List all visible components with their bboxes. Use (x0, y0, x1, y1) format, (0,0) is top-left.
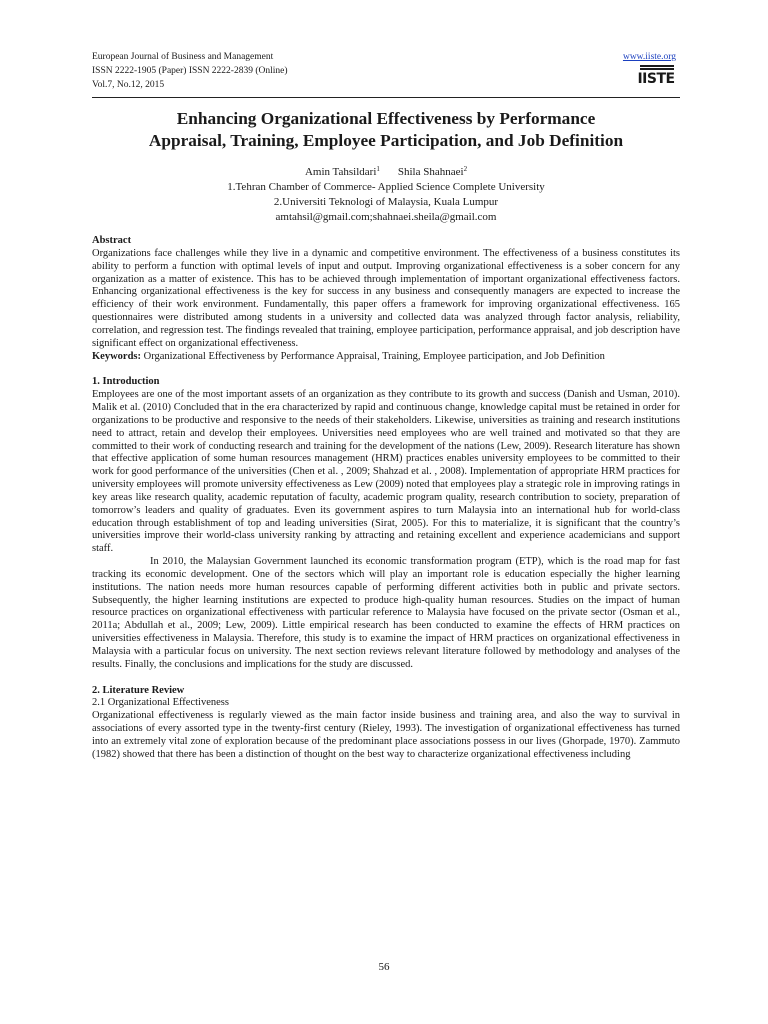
journal-website-link[interactable]: www.iiste.org (622, 52, 676, 62)
journal-issn: ISSN 2222-1905 (Paper) ISSN 2222-2839 (Online) (92, 66, 288, 76)
paper-title (92, 108, 680, 152)
author-names (92, 162, 680, 180)
introduction-paragraph-1: Employees are one of the most important assets of an organization as they contribute to its growth and success (Danish and Usman, 2010). Malik et al. (2010) Concluded that in the era characterized by rapid and continuous change, knowledge capital must be retained in order for organizations to be productive and responsive to the needs of their stakeholders. Likewise, universities as training and research institutions need to attract, retain and develop their employees. Universities need employees who are well trained and motivated so that they are committed to their work of conducting research and training for the development of the nations (Lew, 2009). Research literature has shown that effective application of some human resources management (HRM) practices enables university employees to be committed to their work for good performance of the universities (Chen et al. , 2009; Shahzad et al. , 2008). Implementation of appropriate HRM practices for university employees will promote university effectiveness as Lew (2009) noted that employees play a strategic role in improving ratings in key areas like research quality, academic reputation of faculty, academic program quality, research contribution to society, preparation of tomorrow’s leaders and quality of graduates. Even its government aspires to turn Malaysia into an international hub for world-class education through establishment of top and leading universities (Sirat, 2005). For this to materialize, it is significant that the country’s universities improve their world-class university ranking by attracting and retaining excellent and experience academicians and support staff. (92, 389, 680, 555)
keywords-label: Keywords: (92, 350, 141, 362)
affiliation-1: 1.Tehran Chamber of Commerce- Applied Science Complete University (227, 181, 545, 193)
title-line-1: Enhancing Organizational Effectiveness by Performance (176, 109, 596, 128)
journal-name: European Journal of Business and Management (92, 52, 274, 62)
header-divider (92, 97, 680, 98)
author-block (92, 162, 680, 225)
journal-volume: Vol.7, No.12, 2015 (92, 80, 165, 90)
literature-review-paragraph-1: Organizational effectiveness is regularly viewed as the main factor inside business and training area, and also the way to survival in associations of every assorted type in the twenty-first century (Rieley, 1993). The investigation of organizational effectiveness has turned into an extremely vital zone of exploration because of the predominant place associations possess in our lives (Ghorpade, 1970). Zammuto (1982) showed that there has been a distinction of thought on the best way to characterize organizational effectiveness including (92, 710, 680, 760)
abstract-heading: Abstract (92, 235, 132, 246)
literature-review-heading: 2. Literature Review (92, 684, 185, 696)
author-2-superscript: 2 (463, 165, 468, 173)
title-line-2: Appraisal, Training, Employee Participation, and Job Definition (148, 131, 624, 150)
keywords (92, 351, 680, 364)
iiste-logo (634, 65, 678, 89)
abstract-text: Organizations face challenges while they live in a dynamic and competitive environment. The effectiveness of a business constitutes its ability to perform a function with optimal levels of input and output. Improving organizational effectiveness is a sober concern for any organization as a matter of existence. This has to be achieved through implementation of important organizational effectiveness factors. Enhancing organizational effectiveness is the key for success in any business and consequently managers are expected to increase the efficiency of their work environment. Fundamentally, this paper offers a framework for improving organizational effectiveness. 165 questionnaires were distributed among students in a university and collected data was analyzed through factor analysis, reliability, correlation, and regression test. The findings revealed that training, employee participation, performance appraisal, and job description have significant effect on organizational effectiveness. (92, 247, 680, 349)
paper-body (92, 235, 680, 762)
journal-info (92, 50, 288, 92)
introduction-heading: 1. Introduction (92, 376, 160, 388)
author-emails: amtahsil@gmail.com;shahnaei.sheila@gmail.com (275, 211, 497, 223)
introduction-paragraph-2: In 2010, the Malaysian Government launched its economic transformation program (ETP), which is the road map for fast tracking its economic development. One of the sectors which will play an important role is education especially the higher learning institutions. The nation needs more human resources capable of performing different activities both in public and private sectors. Subsequently, the higher learning institutions are expected to produce high-quality human resources. Studies on the impact of human resource practices on organizational effectiveness with particular reference to Malaysia have focused on the private sector (Osman et al., 2011a; Abdullah et al., 2009; Lew, 2009). Little empirical research has been conducted to examine the effects of HRM practices on universities effectiveness in Malaysia. Therefore, this study is to examine the impact of HRM practices on organizational effectiveness in Malaysia with a particular focus on university. The next section reviews relevant literature followed by methodology and analyses of the results. Finally, the conclusions and implications for the study are discussed. (92, 556, 680, 670)
page-number: 56 (378, 961, 390, 973)
author-2: Shila Shahnaei (397, 166, 464, 178)
author-1: Amin Tahsildari (304, 166, 377, 178)
logo-text: IISTE (637, 71, 675, 87)
author-1-superscript: 1 (376, 165, 380, 173)
journal-header (92, 50, 680, 98)
keywords-text: Organizational Effectiveness by Performance Appraisal, Training, Employee participation, and Job Definition (141, 350, 605, 362)
affiliation-2: 2.Universiti Teknologi of Malaysia, Kuala Lumpur (273, 196, 499, 208)
organizational-effectiveness-subheading: 2.1 Organizational Effectiveness (92, 697, 229, 709)
